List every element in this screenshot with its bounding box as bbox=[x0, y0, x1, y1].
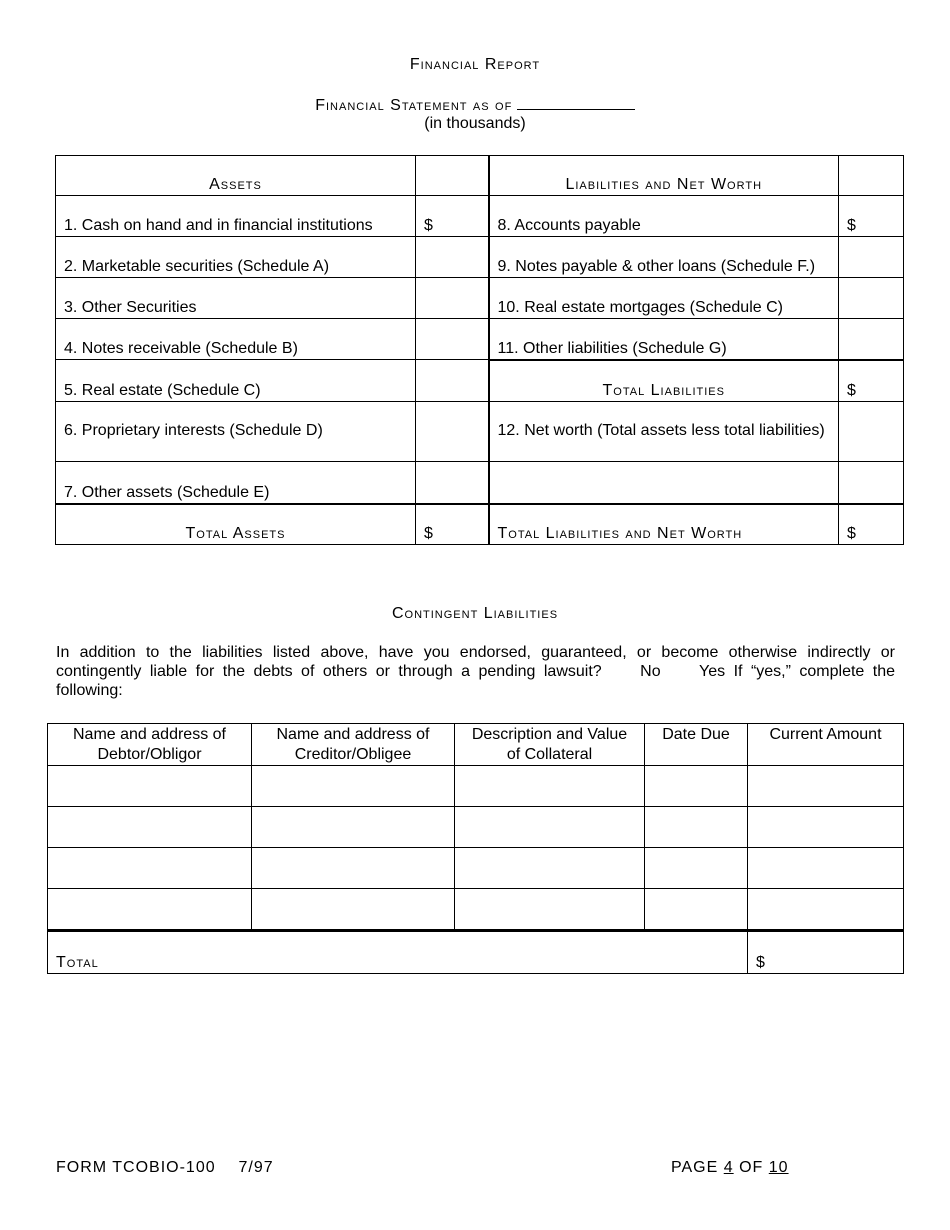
followup-text: If “yes,” complete the following: bbox=[56, 663, 896, 699]
table-cell[interactable] bbox=[252, 889, 455, 931]
assets-header-amount bbox=[416, 156, 489, 196]
liability-amount-field[interactable] bbox=[839, 196, 904, 237]
statement-label: Financial Statement as of bbox=[315, 97, 513, 114]
asset-amount-field[interactable] bbox=[416, 237, 489, 278]
page-current: 4 bbox=[723, 1159, 734, 1176]
table-row bbox=[48, 889, 904, 931]
asset-amount-field[interactable] bbox=[416, 462, 489, 504]
currency-symbol: $ bbox=[847, 217, 856, 234]
table-cell[interactable] bbox=[252, 848, 455, 889]
no-option[interactable]: No bbox=[640, 663, 661, 680]
table-cell[interactable] bbox=[748, 848, 904, 889]
contingent-title: Contingent Liabilities bbox=[391, 605, 559, 622]
liability-label: 11. Other liabilities (Schedule G) bbox=[489, 319, 839, 360]
asset-amount-field[interactable] bbox=[416, 278, 489, 319]
table-cell[interactable] bbox=[748, 807, 904, 848]
total-label: Total bbox=[48, 931, 748, 974]
liability-amount-field[interactable] bbox=[839, 237, 904, 278]
financial-statement-table bbox=[55, 155, 904, 545]
contingent-liabilities-table bbox=[47, 723, 904, 974]
report-title: Financial Report bbox=[409, 56, 541, 73]
table-cell[interactable] bbox=[455, 807, 645, 848]
table-cell[interactable] bbox=[48, 766, 252, 807]
page-total: 10 bbox=[768, 1159, 789, 1176]
table-cell[interactable] bbox=[252, 807, 455, 848]
asset-amount-field[interactable] bbox=[416, 360, 489, 402]
statement-date-field[interactable] bbox=[517, 95, 635, 110]
table-row bbox=[48, 807, 904, 848]
statement-heading bbox=[0, 95, 950, 115]
liability-label: 8. Accounts payable bbox=[489, 196, 839, 237]
contingent-question bbox=[56, 643, 895, 700]
total-assets-label: Total Assets bbox=[56, 504, 416, 545]
liability-label: 10. Real estate mortgages (Schedule C) bbox=[489, 278, 839, 319]
table-cell[interactable] bbox=[748, 766, 904, 807]
asset-label: 3. Other Securities bbox=[56, 278, 416, 319]
table-cell[interactable] bbox=[645, 889, 748, 931]
table-cell[interactable] bbox=[645, 848, 748, 889]
asset-amount-field[interactable] bbox=[416, 196, 489, 237]
question-text: In addition to the liabilities listed above, have you endorsed, guaranteed, or become otherwise indirectly or contingently liable for the debts of others or through a pending lawsuit? bbox=[56, 644, 895, 680]
total-liabilities-field[interactable] bbox=[839, 360, 904, 402]
page-number bbox=[671, 1159, 789, 1177]
form-identifier bbox=[56, 1159, 274, 1177]
table-cell[interactable] bbox=[252, 766, 455, 807]
asset-label: 1. Cash on hand and in financial institutions bbox=[56, 196, 416, 237]
asset-amount-field[interactable] bbox=[416, 319, 489, 360]
asset-amount-field[interactable] bbox=[416, 402, 489, 462]
total-assets-field[interactable] bbox=[416, 504, 489, 545]
table-cell[interactable] bbox=[48, 807, 252, 848]
total-amount-field[interactable] bbox=[748, 931, 904, 974]
total-liabilities-net-worth-field[interactable] bbox=[839, 504, 904, 545]
asset-label: 7. Other assets (Schedule E) bbox=[56, 462, 416, 504]
table-cell[interactable] bbox=[455, 766, 645, 807]
table-cell[interactable] bbox=[455, 848, 645, 889]
table-cell[interactable] bbox=[645, 766, 748, 807]
units-note: (in thousands) bbox=[424, 115, 526, 132]
net-worth-label: 12. Net worth (Total assets less total liabilities) bbox=[489, 402, 839, 462]
currency-symbol: $ bbox=[756, 954, 765, 971]
asset-label: 2. Marketable securities (Schedule A) bbox=[56, 237, 416, 278]
asset-label: 5. Real estate (Schedule C) bbox=[56, 360, 416, 402]
currency-symbol: $ bbox=[847, 525, 856, 542]
table-row bbox=[48, 848, 904, 889]
liability-amount-field[interactable] bbox=[839, 319, 904, 360]
liability-amount-field[interactable] bbox=[839, 278, 904, 319]
asset-label: 6. Proprietary interests (Schedule D) bbox=[56, 402, 416, 462]
liability-label: 9. Notes payable & other loans (Schedule F.) bbox=[489, 237, 839, 278]
page-of: OF bbox=[739, 1159, 764, 1176]
liabilities-header: Liabilities and Net Worth bbox=[489, 156, 839, 196]
blank-liability-cell bbox=[489, 462, 839, 504]
table-row bbox=[48, 766, 904, 807]
asset-label: 4. Notes receivable (Schedule B) bbox=[56, 319, 416, 360]
form-date: 7/97 bbox=[238, 1159, 274, 1176]
table-cell[interactable] bbox=[645, 807, 748, 848]
table-cell[interactable] bbox=[48, 848, 252, 889]
yes-option[interactable]: Yes bbox=[699, 663, 726, 680]
currency-symbol: $ bbox=[424, 217, 433, 234]
currency-symbol: $ bbox=[847, 382, 856, 399]
table-cell[interactable] bbox=[748, 889, 904, 931]
assets-header: Assets bbox=[56, 156, 416, 196]
column-header: Description and Value of Collateral bbox=[455, 724, 645, 766]
net-worth-field[interactable] bbox=[839, 402, 904, 462]
column-header: Name and address of Creditor/Obligee bbox=[252, 724, 455, 766]
total-row bbox=[48, 931, 904, 974]
liabilities-header-amount bbox=[839, 156, 904, 196]
form-id: FORM TCOBIO-100 bbox=[56, 1159, 216, 1176]
column-header: Name and address of Debtor/Obligor bbox=[48, 724, 252, 766]
column-header: Current Amount bbox=[748, 724, 904, 766]
currency-symbol: $ bbox=[424, 525, 433, 542]
total-liabilities-label: Total Liabilities bbox=[489, 360, 839, 402]
page-prefix: PAGE bbox=[671, 1159, 719, 1176]
table-cell[interactable] bbox=[455, 889, 645, 931]
table-cell[interactable] bbox=[48, 889, 252, 931]
column-header: Date Due bbox=[645, 724, 748, 766]
total-liabilities-net-worth-label: Total Liabilities and Net Worth bbox=[489, 504, 839, 545]
blank-liability-amount bbox=[839, 462, 904, 504]
